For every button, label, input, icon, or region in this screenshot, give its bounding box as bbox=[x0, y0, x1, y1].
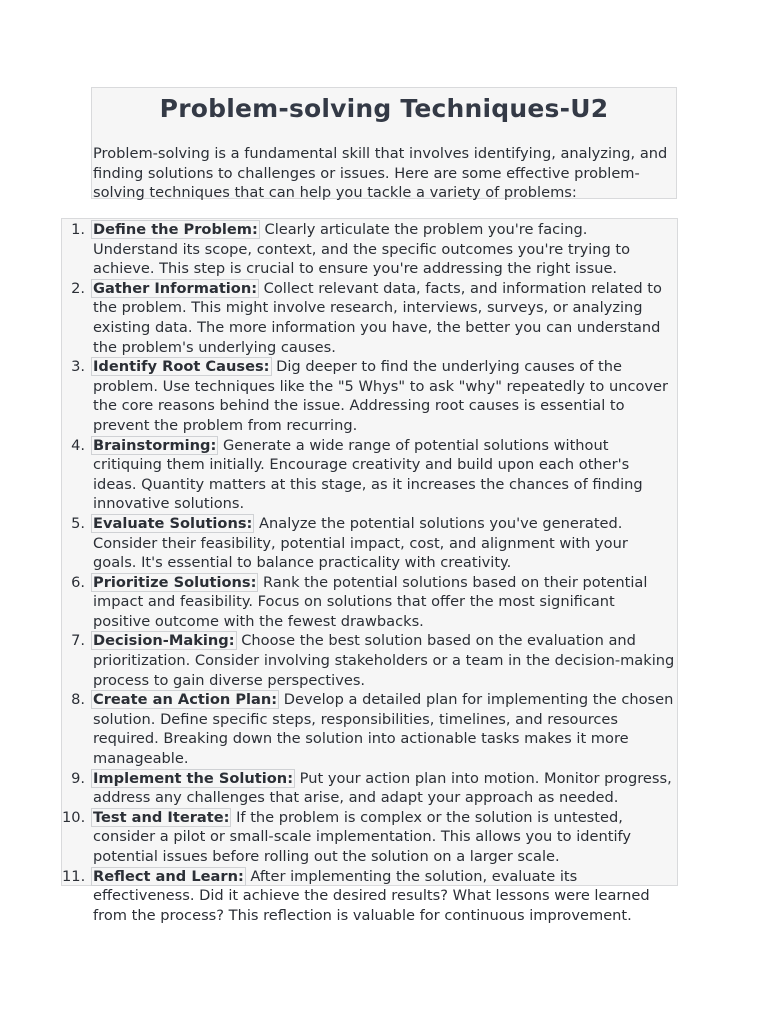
step-description: Clearly articulate the problem you're facing. Understand its scope, context, and the specific outcomes you're trying to achieve. This step is crucial to ensure you're addressing the right issue. bbox=[93, 221, 631, 278]
step-number: 1. bbox=[71, 221, 85, 238]
step-description: Choose the best solution based on the evaluation and prioritization. Consider involving stakeholders or a team in the decision-making process to gain diverse perspectives. bbox=[93, 632, 675, 689]
list-item bbox=[62, 631, 675, 690]
step-description: Collect relevant data, facts, and information related to the problem. This might involve research, interviews, surveys, or analyzing existing data. The more information you have, the better you can understand the problem's underlying causes. bbox=[93, 279, 662, 356]
step-number: 9. bbox=[71, 769, 85, 787]
step-number: 10. bbox=[62, 808, 86, 826]
step-term: Brainstorming: bbox=[93, 436, 217, 454]
step-description: Generate a wide range of potential solutions without critiquing them initially. Encourage creativity and build upon each other's ideas. Quantity matters at this stage, as it increases the chances of finding innovative solutions. bbox=[93, 436, 643, 513]
intro-paragraph: Problem-solving is a fundamental skill that involves identifying, analyzing, and finding solutions to challenges or issues. Here are some effective problem-solving techniques that can help you tackle a variety of problems: bbox=[93, 145, 668, 202]
step-description: Put your action plan into motion. Monitor progress, address any challenges that arise, and adapt your approach as needed. bbox=[93, 769, 672, 807]
list-item bbox=[62, 220, 675, 279]
step-number: 11. bbox=[62, 867, 86, 885]
step-term: Identify Root Causes: bbox=[93, 358, 270, 376]
step-term: Implement the Solution: bbox=[93, 769, 294, 787]
step-description: Rank the potential solutions based on their potential impact and feasibility. Focus on solutions that offer the most significant positive outcome with the fewest drawbacks. bbox=[93, 573, 648, 630]
step-term: Define the Problem: bbox=[93, 221, 258, 238]
step-description: Develop a detailed plan for implementing the chosen solution. Define specific steps, responsibilities, timelines, and resources required. Breaking down the solution into actionable tasks makes it more manageable. bbox=[93, 691, 674, 768]
list-item bbox=[62, 769, 675, 808]
step-description: After implementing the solution, evaluate its effectiveness. Did it achieve the desired results? What lessons were learned from the process? This reflection is valuable for continuous improvement. bbox=[93, 867, 650, 924]
step-term: Prioritize Solutions: bbox=[93, 573, 257, 591]
step-number: 4. bbox=[71, 436, 85, 454]
list-item bbox=[62, 357, 675, 435]
techniques-list bbox=[62, 220, 679, 925]
list-item bbox=[62, 279, 675, 357]
step-description: If the problem is complex or the solution is untested, consider a pilot or small-scale implementation. This allows you to identify potential issues before rolling out the solution on a larger scale. bbox=[93, 808, 632, 865]
list-item bbox=[62, 808, 675, 867]
list-item bbox=[62, 690, 675, 768]
list-item bbox=[62, 514, 675, 573]
step-number: 8. bbox=[71, 691, 85, 709]
list-item bbox=[62, 573, 675, 632]
step-number: 2. bbox=[71, 279, 85, 297]
step-term: Test and Iterate: bbox=[93, 808, 230, 826]
step-term: Reflect and Learn: bbox=[93, 867, 244, 885]
page-title: Problem-solving Techniques-U2 bbox=[159, 94, 609, 123]
list-item bbox=[62, 867, 675, 926]
step-description: Analyze the potential solutions you've generated. Consider their feasibility, potential impact, cost, and alignment with your goals. It's essential to balance practicality with creativity. bbox=[93, 514, 628, 572]
techniques-section bbox=[61, 218, 678, 924]
step-number: 7. bbox=[71, 632, 85, 650]
step-description: Dig deeper to find the underlying causes of the problem. Use techniques like the "5 Whys" to ask "why" repeatedly to uncover the core reasons behind the issue. Addressing root causes is essential to prevent the problem from recurring. bbox=[93, 358, 669, 434]
step-term: Decision-Making: bbox=[93, 632, 235, 650]
step-term: Create an Action Plan: bbox=[93, 691, 278, 709]
list-item bbox=[62, 436, 675, 514]
step-number: 3. bbox=[71, 358, 85, 376]
step-term: Gather Information: bbox=[93, 279, 258, 297]
step-number: 6. bbox=[71, 573, 85, 591]
step-number: 5. bbox=[71, 514, 85, 532]
step-term: Evaluate Solutions: bbox=[93, 514, 253, 532]
intro-section bbox=[91, 87, 677, 202]
